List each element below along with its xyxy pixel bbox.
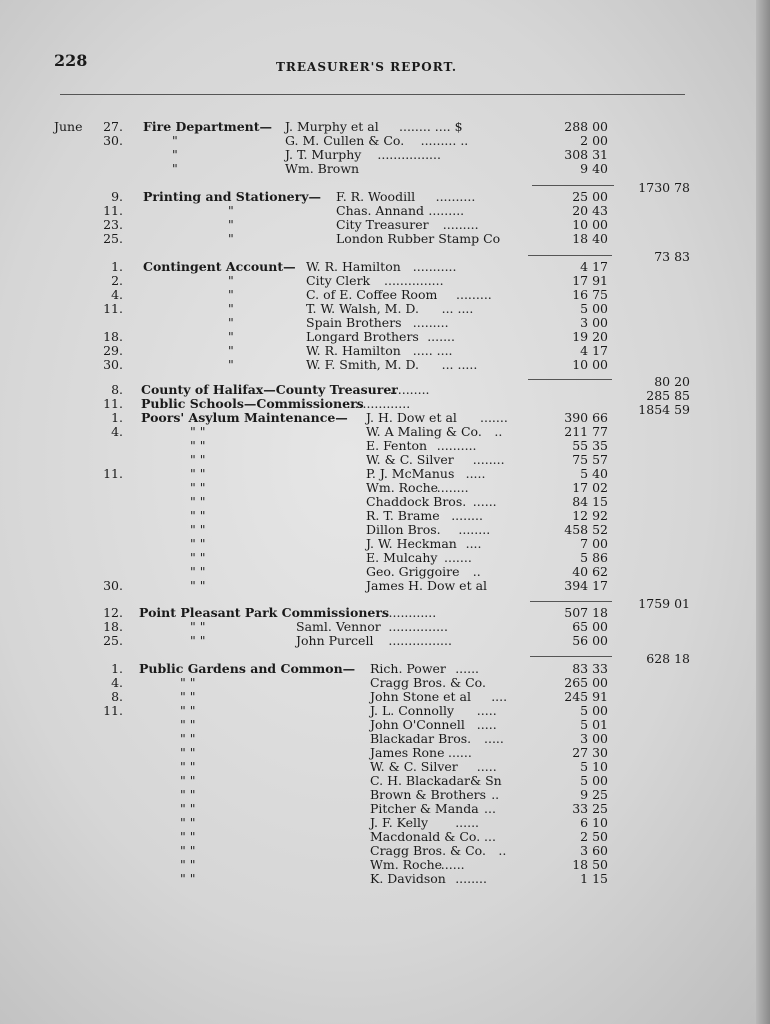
- ditto-mark: " ": [180, 787, 196, 802]
- item-amount: 3 60: [580, 843, 608, 858]
- leader-dots: .......: [480, 411, 508, 425]
- leader-dots: ...............: [384, 274, 444, 288]
- account-name: Poors' Asylum Maintenance—: [141, 410, 348, 425]
- leader-dots: .....: [476, 718, 497, 732]
- ditto-mark: " ": [190, 633, 206, 648]
- ditto-mark: " ": [190, 550, 206, 565]
- account-name: Point Pleasant Park Commissioners: [139, 605, 389, 620]
- item-amount: 55 35: [572, 438, 608, 453]
- payee-name: J. W. Heckman: [366, 536, 457, 551]
- ditto-mark: " ": [190, 578, 206, 593]
- entry-date: 2.: [111, 273, 123, 288]
- leader-dots: ......: [448, 746, 472, 760]
- ditto-mark: " ": [190, 466, 206, 481]
- item-amount: 27 30: [572, 745, 608, 760]
- leader-dots: ...: [484, 802, 496, 816]
- payee-name: Cragg Bros. & Co.: [370, 843, 486, 858]
- ditto-mark: ": [228, 329, 234, 344]
- entry-date: 25.: [103, 633, 123, 648]
- payee-name: W. R. Hamilton: [306, 343, 401, 358]
- ditto-mark: ": [228, 287, 234, 302]
- item-amount: 75 57: [572, 452, 608, 467]
- ditto-mark: " ": [180, 773, 196, 788]
- payee-name: G. M. Cullen & Co.: [285, 133, 405, 148]
- ditto-mark: " ": [180, 801, 196, 816]
- payee-name: Chaddock Bros.: [366, 494, 467, 509]
- payee-name: R. T. Brame: [366, 508, 440, 523]
- ditto-mark: " ": [180, 675, 196, 690]
- leader-dots: ...............: [388, 620, 448, 634]
- leader-dots: ................: [346, 397, 411, 411]
- item-amount: 211 77: [564, 424, 608, 439]
- payee-name: Saml. Vennor: [296, 619, 381, 634]
- item-amount: 16 75: [572, 287, 608, 302]
- payee-name: Wm. Brown: [285, 161, 360, 176]
- entry-date: 18.: [103, 329, 123, 344]
- item-amount: 19 20: [572, 329, 608, 344]
- payee-name: W. A Maling & Co.: [366, 424, 482, 439]
- entry-date: 9.: [111, 189, 123, 204]
- entry-date: 25.: [103, 231, 123, 246]
- entry-date: 12.: [103, 605, 123, 620]
- item-amount: 9 25: [580, 787, 608, 802]
- leader-dots: ......: [455, 662, 480, 676]
- payee-name: Wm. Roche: [370, 857, 443, 872]
- leader-dots: .........: [428, 204, 465, 218]
- item-amount: 10 00: [572, 217, 608, 232]
- account-name: Public Schools—Commissioners: [141, 396, 364, 411]
- ditto-mark: " ": [190, 480, 206, 495]
- item-amount: 6 10: [580, 815, 608, 830]
- payee-name: Longard Brothers: [306, 329, 419, 344]
- item-amount: 4 17: [580, 343, 608, 358]
- ditto-mark: ": [228, 301, 234, 316]
- item-amount: 5 10: [580, 759, 608, 774]
- item-amount: 7 00: [580, 536, 608, 551]
- entry-date: 11.: [103, 301, 123, 316]
- ditto-mark: " ": [180, 689, 196, 704]
- ditto-mark: ": [228, 203, 234, 218]
- payee-name: J. L. Connolly: [370, 703, 455, 718]
- ditto-mark: " ": [190, 508, 206, 523]
- payee-name: C. of E. Coffee Room: [306, 287, 438, 302]
- ditto-mark: ": [172, 147, 178, 162]
- ditto-mark: " ": [180, 829, 196, 844]
- account-name: Fire Department—: [143, 119, 273, 134]
- leader-dots: .......: [427, 330, 456, 344]
- item-amount: 390 66: [564, 410, 608, 425]
- account-name: Printing and Stationery—: [143, 189, 321, 204]
- item-amount: 245 91: [564, 689, 608, 704]
- leader-dots: ......: [440, 858, 465, 872]
- entry-date: 23.: [103, 217, 123, 232]
- ditto-mark: ": [228, 343, 234, 358]
- item-amount: 5 40: [580, 466, 608, 481]
- leader-dots: ..: [491, 788, 500, 802]
- leader-dots: ... ....: [441, 302, 474, 316]
- leader-dots: ..............: [380, 606, 437, 620]
- ditto-mark: " ": [180, 759, 196, 774]
- entry-date: 8.: [111, 689, 123, 704]
- header-rule: [60, 94, 685, 95]
- payee-name: City Clerk: [306, 273, 371, 288]
- ditto-mark: ": [172, 133, 178, 148]
- leader-dots: .........: [412, 316, 449, 330]
- item-amount: 5 00: [580, 301, 608, 316]
- item-amount: 18 50: [572, 857, 608, 872]
- leader-dots: ..........: [435, 190, 476, 204]
- subtotal-amount: 1730 78: [638, 180, 690, 195]
- payee-name: J. H. Dow et al: [366, 410, 457, 425]
- page-number: 228: [54, 51, 88, 70]
- item-amount: 56 00: [572, 633, 608, 648]
- payee-name: T. W. Walsh, M. D.: [306, 301, 419, 316]
- item-amount: 65 00: [572, 619, 608, 634]
- entry-date: 4.: [111, 287, 123, 302]
- item-amount: 18 40: [572, 231, 608, 246]
- leader-dots: ..: [494, 425, 503, 439]
- leader-dots: ......: [472, 495, 497, 509]
- item-amount: 5 01: [580, 717, 608, 732]
- payee-name: Spain Brothers: [306, 315, 402, 330]
- item-amount: 83 33: [572, 661, 608, 676]
- payee-name: J. Murphy et al: [285, 119, 379, 134]
- ditto-mark: " ": [190, 494, 206, 509]
- ditto-mark: ": [228, 273, 234, 288]
- item-amount: 25 00: [572, 189, 608, 204]
- leader-dots: .....: [476, 760, 497, 774]
- payee-name: City Treasurer: [336, 217, 429, 232]
- item-amount: 288 00: [564, 119, 608, 134]
- item-amount: 308 31: [564, 147, 608, 162]
- leader-dots: .....: [484, 732, 504, 746]
- leader-dots: ................: [388, 634, 452, 648]
- leader-dots: ........: [472, 453, 505, 467]
- payee-name: Macdonald & Co.: [370, 829, 481, 844]
- ditto-mark: " ": [180, 717, 196, 732]
- page-edge-shadow: [756, 0, 770, 1024]
- subtotal-amount: 1759 01: [638, 596, 690, 611]
- leader-dots: ................: [377, 148, 441, 162]
- ditto-mark: " ": [190, 438, 206, 453]
- ditto-mark: " ": [190, 564, 206, 579]
- item-amount: 12 92: [572, 508, 608, 523]
- month-label: June: [54, 119, 83, 134]
- entry-date: 4.: [111, 675, 123, 690]
- payee-name: James Rone: [370, 745, 445, 760]
- payee-name: W. & C. Silver: [366, 452, 454, 467]
- leader-dots: ..... ....: [412, 344, 453, 358]
- item-amount: 1 15: [580, 871, 608, 886]
- payee-name: W. & C. Silver: [370, 759, 458, 774]
- leader-dots: ..: [498, 844, 507, 858]
- item-amount: 5 00: [580, 703, 608, 718]
- payee-name: John Stone et al: [370, 689, 471, 704]
- item-amount: 84 15: [572, 494, 608, 509]
- subtotal-rule: [532, 185, 614, 186]
- subtotal-rule: [528, 255, 612, 256]
- item-amount: 5 86: [580, 550, 608, 565]
- subtotal-amount: 73 83: [654, 249, 690, 264]
- ditto-mark: " ": [190, 452, 206, 467]
- item-amount: 458 52: [564, 522, 608, 537]
- subtotal-rule: [528, 379, 612, 380]
- item-amount: 17 91: [572, 273, 608, 288]
- ditto-mark: ": [228, 315, 234, 330]
- ditto-mark: " ": [180, 815, 196, 830]
- payee-name: Rich. Power: [370, 661, 446, 676]
- item-amount: 17 02: [572, 480, 608, 495]
- payee-name: E. Mulcahy: [366, 550, 438, 565]
- subtotal-rule: [530, 601, 612, 602]
- entry-date: 29.: [103, 343, 123, 358]
- item-amount: 2 00: [580, 133, 608, 148]
- entry-date: 1.: [111, 259, 123, 274]
- payee-name: K. Davidson: [370, 871, 446, 886]
- payee-name: London Rubber Stamp Co: [336, 231, 501, 246]
- leader-dots: .......: [444, 551, 472, 565]
- payee-name: P. J. McManus: [366, 466, 455, 481]
- item-amount: 33 25: [572, 801, 608, 816]
- ditto-mark: ": [172, 161, 178, 176]
- leader-dots: ..........: [436, 439, 477, 453]
- item-amount: 40 62: [572, 564, 608, 579]
- subtotal-amount: 80 20: [654, 374, 690, 389]
- item-amount: 20 43: [572, 203, 608, 218]
- entry-date: 11.: [103, 396, 123, 411]
- payee-name: John O'Connell: [370, 717, 465, 732]
- ditto-mark: " ": [180, 843, 196, 858]
- payee-name: W. R. Hamilton: [306, 259, 401, 274]
- ditto-mark: " ": [180, 731, 196, 746]
- ditto-mark: " ": [180, 871, 196, 886]
- payee-name: J. T. Murphy: [285, 147, 362, 162]
- payee-name: C. H. Blackadar& Sn: [370, 773, 502, 788]
- account-name: Public Gardens and Common—: [139, 661, 356, 676]
- ditto-mark: " ": [190, 424, 206, 439]
- payee-name: James H. Dow et al: [366, 578, 488, 593]
- payee-name: Chas. Annand: [336, 203, 425, 218]
- payee-name: F. R. Woodill: [336, 189, 416, 204]
- entry-date: 18.: [103, 619, 123, 634]
- entry-date: 8.: [111, 382, 123, 397]
- entry-date: 30.: [103, 357, 123, 372]
- ditto-mark: " ": [190, 536, 206, 551]
- item-amount: 394 17: [564, 578, 608, 593]
- entry-date: 11.: [103, 466, 123, 481]
- entry-date: 30.: [103, 133, 123, 148]
- payee-name: Pitcher & Manda: [370, 801, 479, 816]
- entry-date: 1.: [111, 661, 123, 676]
- page-title: TREASURER'S REPORT.: [276, 60, 458, 74]
- account-name: County of Halifax—County Treasurer: [141, 382, 398, 397]
- entry-date: 4.: [111, 424, 123, 439]
- ditto-mark: " ": [180, 745, 196, 760]
- leader-dots: .........: [456, 288, 492, 302]
- item-amount: 3 00: [580, 731, 608, 746]
- leader-dots: ....: [491, 690, 508, 704]
- payee-name: J. F. Kelly: [370, 815, 429, 830]
- ditto-mark: " ": [180, 857, 196, 872]
- leader-dots: .....: [465, 467, 486, 481]
- item-amount: 3 00: [580, 315, 608, 330]
- payee-name: Cragg Bros. & Co.: [370, 675, 486, 690]
- payee-name: Geo. Griggoire: [366, 564, 460, 579]
- payee-name: Wm. Roche: [366, 480, 439, 495]
- payee-name: Brown & Brothers: [370, 787, 487, 802]
- leader-dots: ....: [465, 537, 482, 551]
- payee-name: Dillon Bros.: [366, 522, 441, 537]
- leader-dots: ........: [458, 523, 491, 537]
- leader-dots: ...: [484, 830, 496, 844]
- leader-dots: ...........: [412, 260, 457, 274]
- payee-name: W. F. Smith, M. D.: [306, 357, 420, 372]
- ditto-mark: " ": [180, 703, 196, 718]
- subtotal-amount: 628 18: [646, 651, 690, 666]
- entry-date: 11.: [103, 703, 123, 718]
- entry-date: 11.: [103, 203, 123, 218]
- payee-name: John Purcell: [296, 633, 374, 648]
- item-amount: 4 17: [580, 259, 608, 274]
- item-amount: 9 40: [580, 161, 608, 176]
- ditto-mark: ": [228, 217, 234, 232]
- leader-dots: ........: [451, 509, 483, 523]
- leader-dots: .....: [476, 704, 497, 718]
- item-amount: 265 00: [564, 675, 608, 690]
- entry-date: 1.: [111, 410, 123, 425]
- item-amount: 5 00: [580, 773, 608, 788]
- item-amount: 10 00: [572, 357, 608, 372]
- item-amount: 507 18: [564, 605, 608, 620]
- ditto-mark: " ": [190, 619, 206, 634]
- subtotal-rule: [530, 656, 612, 657]
- leader-dots: ... .....: [441, 358, 478, 372]
- leader-dots: ......... ..: [420, 134, 469, 148]
- entry-date: 30.: [103, 578, 123, 593]
- payee-name: Blackadar Bros.: [370, 731, 472, 746]
- subtotal-amount: 285 85: [646, 388, 690, 403]
- leader-dots: ........ .... $: [399, 120, 463, 134]
- payee-name: E. Fenton: [366, 438, 428, 453]
- subtotal-amount: 1854 59: [638, 402, 690, 417]
- ditto-mark: ": [228, 357, 234, 372]
- item-amount: 2 50: [580, 829, 608, 844]
- leader-dots: .........: [442, 218, 479, 232]
- leader-dots: ......: [455, 816, 480, 830]
- account-name: Contingent Account—: [143, 259, 296, 274]
- ditto-mark: " ": [190, 522, 206, 537]
- leader-dots: ........: [436, 481, 469, 495]
- leader-dots: ........: [455, 872, 487, 886]
- leader-dots: ..: [472, 565, 481, 579]
- entry-date: 27.: [103, 119, 123, 134]
- leader-dots: ..........: [389, 383, 430, 397]
- ditto-mark: ": [228, 231, 234, 246]
